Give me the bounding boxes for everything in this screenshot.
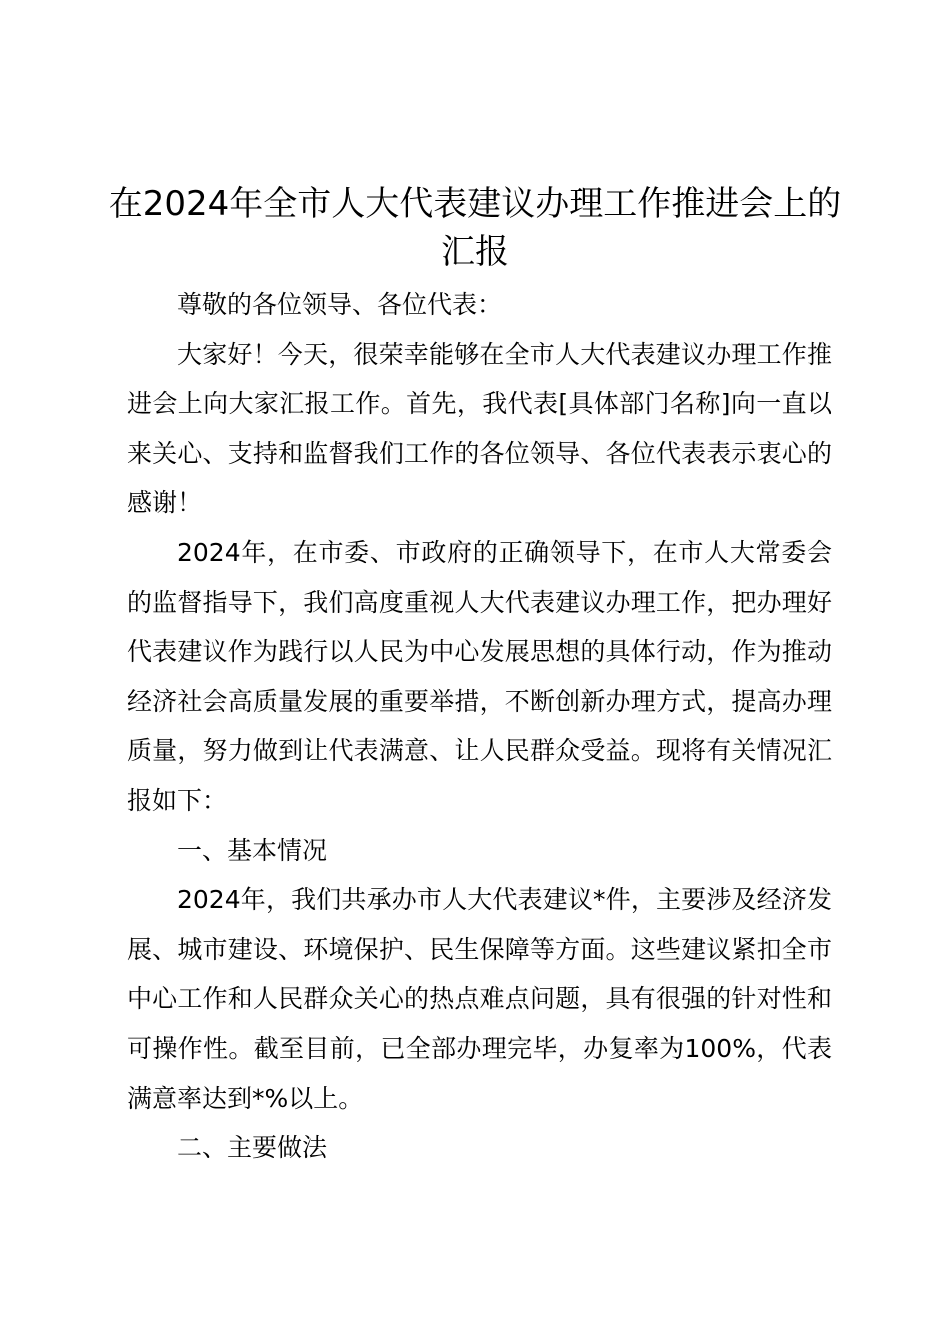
section-heading-basic-situation: 一、基本情况 bbox=[177, 835, 328, 865]
section-heading-main-practices: 二、主要做法 bbox=[177, 1133, 328, 1163]
paragraph-greeting: 大家好！今天，很荣幸能够在全市人大代表建议办理工作推进会上向大家汇报工作。首先，我代表[具体部门名称]向一直以来关心、支持和监督我们工作的各位领导、各位代表表示衷心的感谢！ bbox=[127, 339, 832, 518]
paragraph-basic-situation: 2024年，我们共承办市人大代表建议*件，主要涉及经济发展、城市建设、环境保护、民生保障等方面。这些建议紧扣全市中心工作和人民群众关心的热点难点问题，具有很强的针对性和可操作性。截至目前，已全部办理完毕，办复率为100%，代表满意率达到*%以上。 bbox=[127, 885, 832, 1113]
document-body bbox=[127, 280, 832, 1173]
paragraph-overview: 2024年，在市委、市政府的正确领导下，在市人大常委会的监督指导下，我们高度重视人大代表建议办理工作，把办理好代表建议作为践行以人民为中心发展思想的具体行动，作为推动经济社会高质量发展的重要举措，不断创新办理方式，提高办理质量，努力做到让代表满意、让人民群众受益。现将有关情况汇报如下： bbox=[127, 537, 832, 815]
salutation: 尊敬的各位领导、各位代表： bbox=[177, 290, 503, 319]
document-title: 在2024年全市人大代表建议办理工作推进会上的汇报 bbox=[108, 184, 842, 272]
